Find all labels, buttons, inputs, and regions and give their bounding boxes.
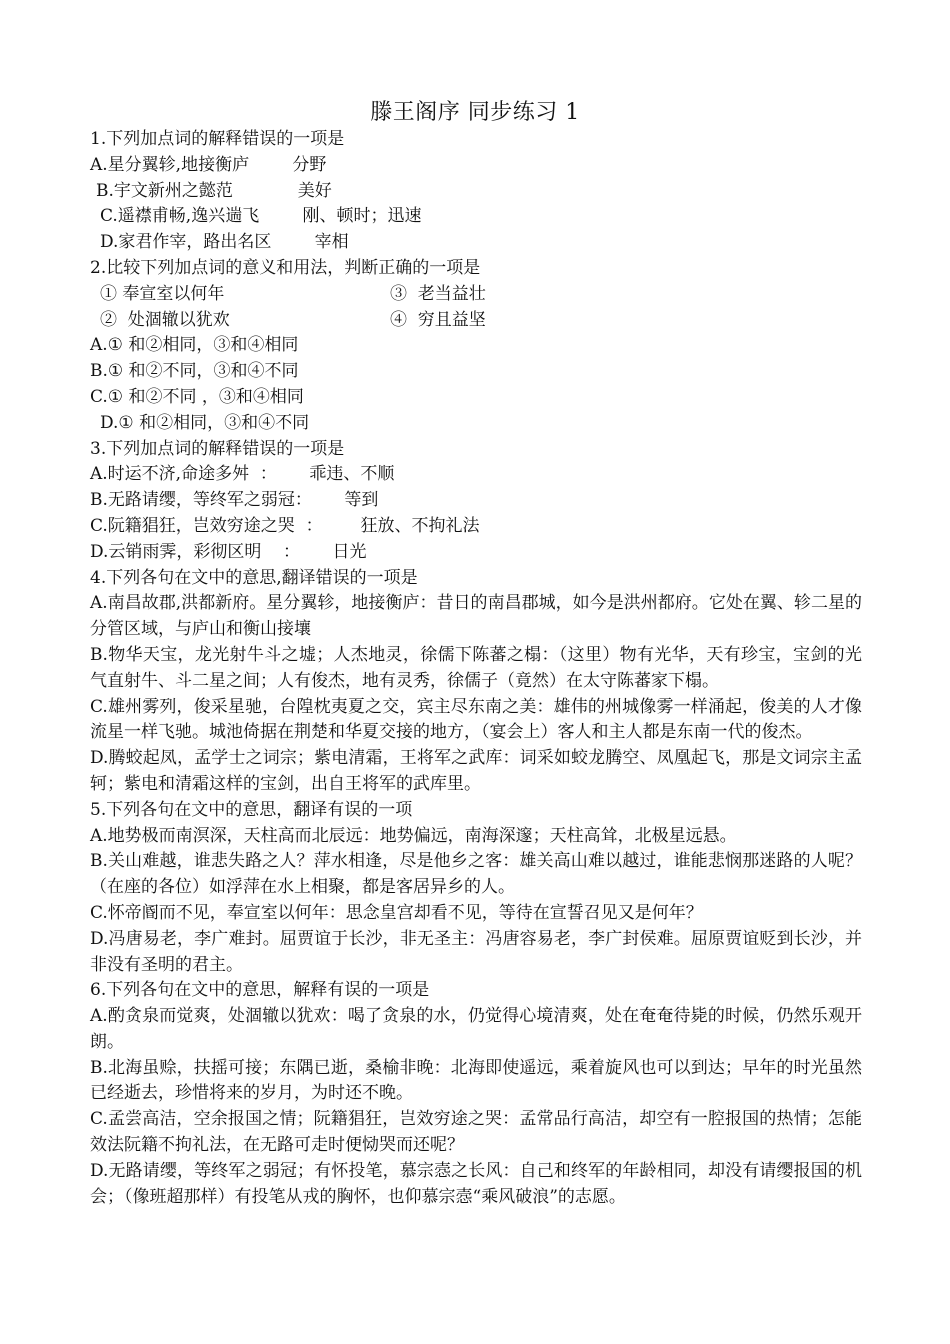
q6-option-d: D.无路请缨，等终军之弱冠；有怀投笔，慕宗悫之长风：自己和终军的年龄相同，却没有请缨报国的机会；（像班超那样）有投笔从戎的胸怀，也仰慕宗悫“乘风破浪”的志愿。	[90, 1160, 862, 1207]
q3-option-c: C.阮籍猖狂，岂效穷途之哭 ： 狂放、不拘礼法	[90, 515, 480, 536]
q4-stem: 4.下列各句在文中的意思,翻译错误的一项是	[90, 567, 418, 588]
q1-option-b: B.宇文新州之懿范 美好	[96, 180, 332, 201]
q2-option-b: B.① 和②不同，③和④不同	[90, 361, 299, 382]
q1-stem: 1.下列加点词的解释错误的一项是	[90, 129, 345, 149]
q4-option-d: D.腾蛟起凤，孟学士之词宗；紫电清霜，王将军之武库：词采如蛟龙腾空、凤凰起飞，那是文词宗主孟轲；紫电和清霜这样的宝剑，出自王将军的武库里。	[90, 748, 862, 794]
q2-stem: 2.比较下列加点词的意义和用法，判断正确的一项是	[90, 257, 481, 278]
q1-option-d: D.家君作宰，路出名区 宰相	[100, 232, 349, 253]
q6-option-c: C.孟尝高洁，空余报国之情；阮籍猖狂，岂效穷途之哭：孟常品行高洁，却空有一腔报国的热情；怎能效法阮籍不拘礼法，在无路可走时便恸哭而还呢？	[90, 1109, 862, 1156]
q6-stem: 6.下列各句在文中的意思，解释有误的一项是	[90, 980, 430, 1001]
q6-option-b: B.北海虽赊，扶摇可接；东隅已逝，桑榆非晚：北海即使遥远，乘着旋风也可以到达；早年的时光虽然已经逝去，珍惜将来的岁月，为时还不晚。	[90, 1057, 862, 1104]
document-body	[90, 127, 862, 1210]
q2-item-2: ② 处涸辙以犹欢	[100, 309, 230, 330]
q1-option-a: A.星分翼轸,地接衡庐 分野	[90, 154, 327, 175]
q4-option-b: B.物华天宝，龙光射牛斗之墟；人杰地灵，徐儒下陈蕃之榻：（这里）物有光华，天有珍宝，宝剑的光气直射牛、斗二星之间；人有俊杰，地有灵秀，徐儒子（竟然）在太守陈蕃家下榻。	[90, 644, 862, 691]
q2-items-row-1	[90, 282, 862, 308]
q5-option-b: B.关山难越，谁悲失路之人？萍水相逢，尽是他乡之客：雄关高山难以越过，谁能悲悯那迷路的人呢？（在座的各位）如浮萍在水上相聚，都是客居异乡的人。	[90, 851, 862, 898]
q3-option-b: B.无路请缨，等终军之弱冠： 等到	[90, 490, 379, 511]
q5-stem: 5.下列各句在文中的意思，翻译有误的一项	[90, 799, 413, 820]
q5-option-d: D.冯唐易老，李广难封。屈贾谊于长沙，非无圣主：冯唐容易老，李广封侯难。屈原贾谊贬到长沙，并非没有圣明的君主。	[90, 928, 862, 975]
q4-option-c: C.雄州雾列，俊采星驰，台隍枕夷夏之交，宾主尽东南之美：雄伟的州城像雾一样涌起，俊美的人才像流星一样飞驰。城池倚据在荆楚和华夏交接的地方，（宴会上）客人和主人都是东南一代的俊杰。	[90, 696, 862, 743]
q2-option-a: A.① 和②相同，③和④相同	[90, 335, 299, 356]
q3-stem: 3.下列加点词的解释错误的一项是	[90, 438, 345, 459]
q6-option-a: A.酌贪泉而觉爽，处涸辙以犹欢：喝了贪泉的水，仍觉得心境清爽，处在奄奄待毙的时候，仍然乐观开朗。	[90, 1006, 862, 1052]
q5-option-c: C.怀帝阍而不见，奉宣室以何年：思念皇宫却看不见，等待在宣誓召见又是何年？	[90, 902, 703, 923]
q2-item-1: ① 奉宣室以何年	[100, 283, 225, 304]
q2-item-3: ③ 老当益壮	[390, 283, 486, 304]
q2-items-row-2	[90, 308, 862, 334]
q1-option-c: C.遥襟甫畅,逸兴遄飞 刚、顿时；迅速	[100, 206, 422, 227]
q3-option-a: A.时运不济,命途多舛 ： 乖违、不顺	[90, 464, 395, 485]
page-title: 滕王阁序 同步练习 1	[370, 100, 580, 125]
q3-option-d: D.云销雨霁，彩彻区明 ： 日光	[90, 541, 367, 562]
q2-option-c: C.① 和②不同 ，③和④相同	[90, 386, 304, 407]
q5-option-a: A.地势极而南溟深，天柱高而北辰远：地势偏远，南海深邃；天柱高耸，北极星远悬。	[90, 825, 737, 846]
q2-option-d: D.① 和②相同，③和④不同	[100, 412, 310, 433]
q4-option-a: A.南昌故郡,洪都新府。星分翼轸，地接衡庐：昔日的南昌郡城，如今是洪州都府。它处在翼、轸二星的分管区域，与庐山和衡山接壤	[90, 593, 862, 640]
q2-item-4: ④ 穷且益坚	[390, 309, 486, 330]
